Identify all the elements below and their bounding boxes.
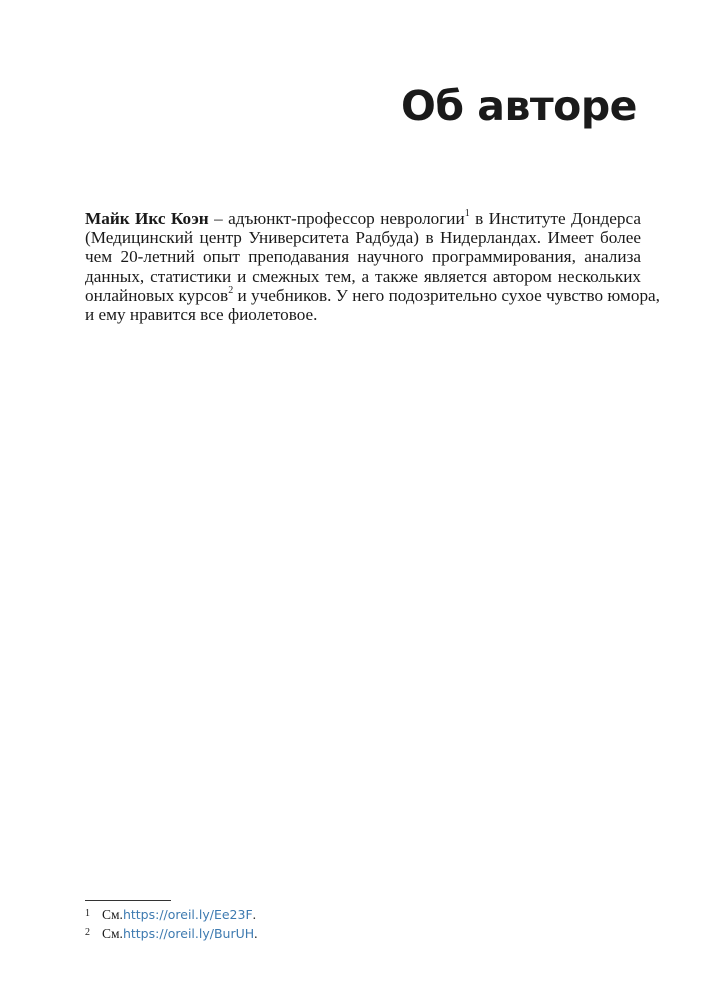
footnote-number: 1 [85,908,90,919]
footnote-divider [85,900,171,901]
bio-line [85,209,641,228]
bio-text: – адъюнкт-профессор неврологии [208,209,465,228]
bio-text: в Институте Дондерса [469,209,641,228]
footnote-item [85,906,645,925]
bio-line: данных, статистики и смежных тем, а также является автором нескольких [85,266,641,286]
footnote-prefix: См. [102,907,123,922]
bio-text: онлайновых курсов [85,285,229,305]
footnote-link[interactable]: https://oreil.ly/BurUH [122,926,255,941]
footnotes [85,906,645,944]
footnote-suffix: . [254,926,258,941]
bio-line: (Медицинский центр Университета Радбуда) в Нидерландах. Имеет более [85,228,641,248]
author-name: Майк Икс Коэн [85,209,209,228]
footnote-suffix: . [252,907,257,922]
footnote-ref-2[interactable]: 2 [228,285,234,297]
bio-line: и ему нравится все фиолетовое. [85,305,318,325]
bio-line [85,285,660,305]
author-bio-paragraph [85,208,660,325]
bio-line: чем 20-летний опыт преподавания научного программирования, анализа [85,247,641,267]
footnote-number: 2 [85,927,90,938]
bio-text: и учебников. У него подозрительно сухое чувство юмора, [233,285,660,305]
footnote-ref-1[interactable]: 1 [464,208,470,220]
footnote-item [85,925,645,944]
footnote-link[interactable]: https://oreil.ly/Ee23F [122,907,253,922]
footnote-prefix: См. [102,926,123,941]
page-title: Об авторе [401,82,637,130]
